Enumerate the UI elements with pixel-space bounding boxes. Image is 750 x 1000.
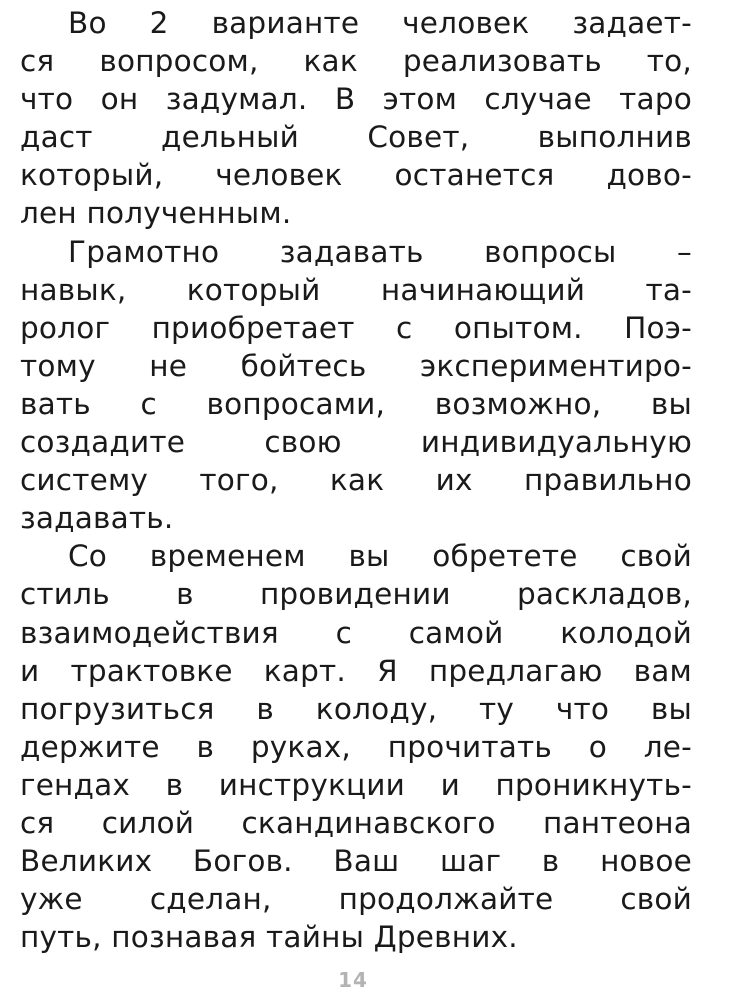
text-line: и трактовке карт. Я предлагаю вам xyxy=(20,653,692,688)
paragraph-2 xyxy=(20,233,692,538)
text-line: Со временем вы обретете свой xyxy=(68,539,692,574)
text-line: уже сделан, продолжайте свой xyxy=(20,882,692,917)
page-number: 14 xyxy=(338,968,368,992)
text-line: лен полученным. xyxy=(20,196,292,231)
text-line: Во 2 варианте человек задает- xyxy=(68,6,692,40)
text-line: что он задумал. В этом случае таро xyxy=(20,82,692,117)
text-line: ся силой скандинавского пантеона xyxy=(20,805,692,840)
text-line: держите в руках, прочитать о ле- xyxy=(20,729,692,764)
text-line: погрузиться в колоду, ту что вы xyxy=(20,691,692,726)
text-line: вать с вопросами, возможно, вы xyxy=(20,386,692,421)
text-line: создадите свою индивидуальную xyxy=(20,425,692,460)
text-line: взаимодействия с самой колодой xyxy=(20,615,692,650)
text-line: путь, познавая тайны Древних. xyxy=(20,920,518,955)
text-line: ся вопросом, как реализовать то, xyxy=(20,44,692,79)
paragraph-3 xyxy=(20,537,692,956)
text-line: стиль в провидении раскладов, xyxy=(20,577,692,612)
text-line: который, человек останется дово- xyxy=(20,158,692,193)
text-line: ролог приобретает с опытом. Поэ- xyxy=(20,310,692,345)
text-line: гендах в инструкции и проникнуть- xyxy=(20,767,692,802)
text-line: навык, который начинающий та- xyxy=(20,272,692,307)
text-line: Великих Богов. Ваш шаг в новое xyxy=(20,844,692,879)
text-line: Грамотно задавать вопросы – xyxy=(68,234,692,269)
page-body xyxy=(20,4,692,956)
text-line: систему того, как их правильно xyxy=(20,463,692,498)
paragraph-1 xyxy=(20,4,692,233)
text-line: даст дельный Совет, выполнив xyxy=(20,120,692,155)
text-line: задавать. xyxy=(20,501,174,536)
text-line: тому не бойтесь экспериментиро- xyxy=(20,348,692,383)
